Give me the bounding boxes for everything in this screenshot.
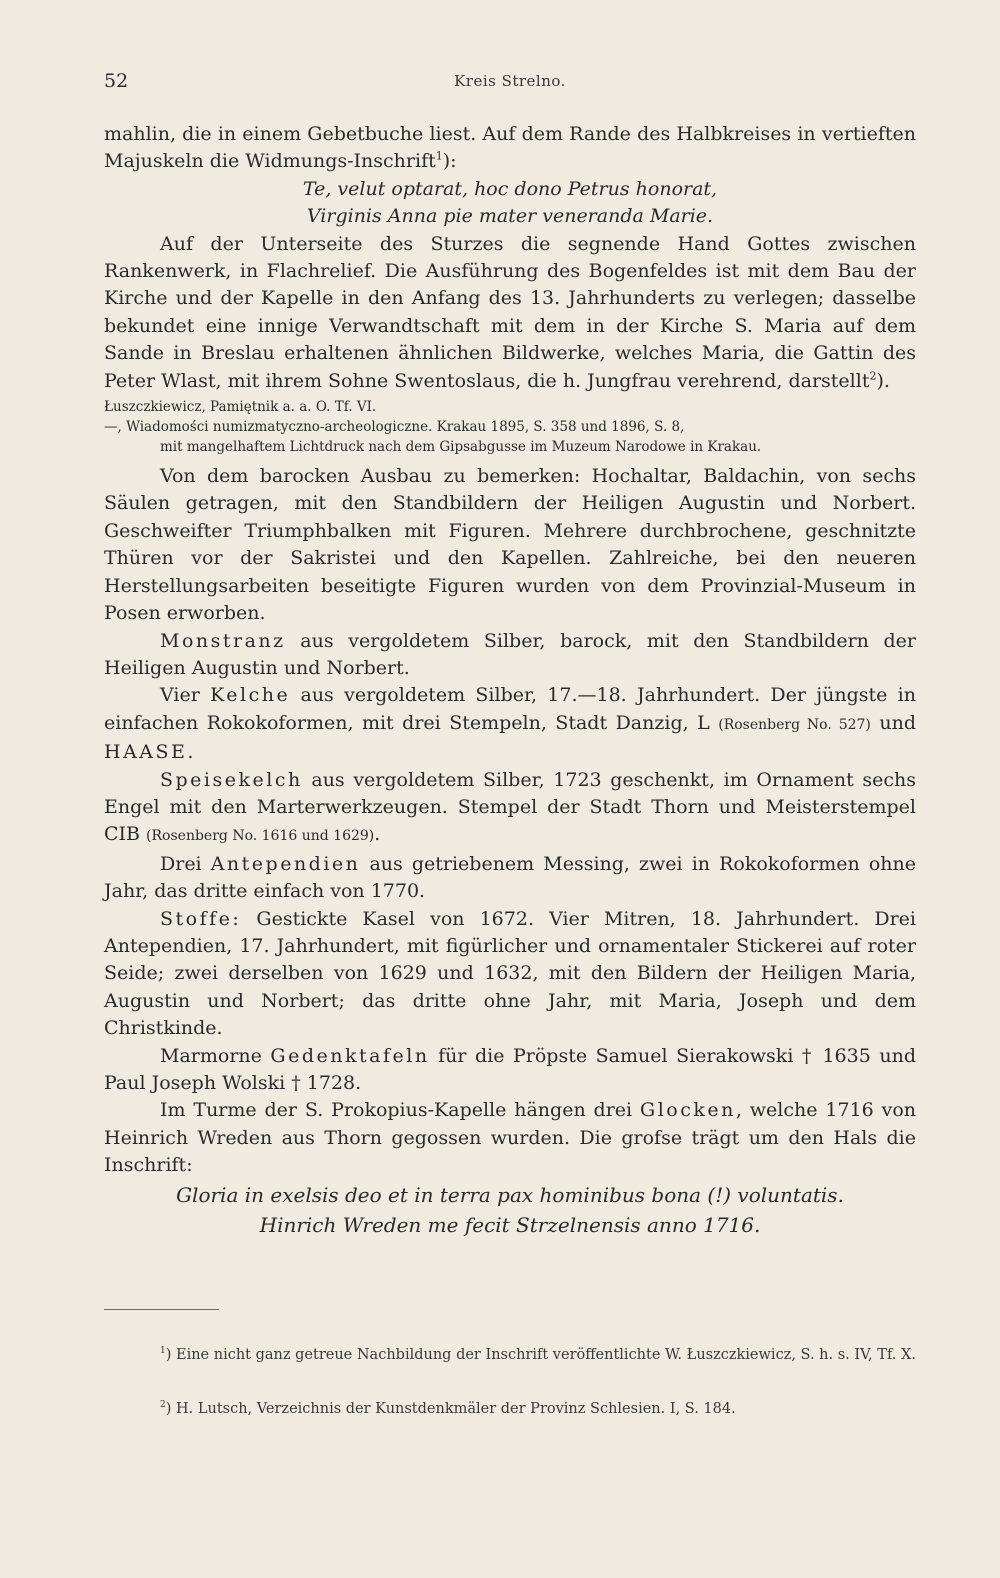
footnote-divider xyxy=(104,1309,219,1310)
paragraph-speisekelch: Speisekelch aus vergoldetem Silber, 1723 geschenkt, im Ornament sechs Engel mit den Marterwerkzeugen. Stempel der Stadt Thorn und Meisterstempel CIB (Rosenberg No. 1616 und 1629). xyxy=(104,768,916,846)
term-gedenktafeln: Gedenktafeln xyxy=(270,1044,430,1067)
literature-ref-2: —, Wiadomości numizmatyczno-archeologiczne. Krakau 1895, S. 358 und 1896, S. 8, mit mangelhaftem Lichtdruck nach dem Gipsabgusse im Muzeum Narodowe in Krakau. xyxy=(104,419,762,456)
inscription-verse-1: Te, velut optarat, hoc dono Petrus honorat, xyxy=(302,177,718,200)
page-header xyxy=(104,70,916,98)
term-kelche: Kelche xyxy=(210,684,291,707)
term-glocken: Glocken xyxy=(640,1099,736,1122)
literature-ref-1: Łuszczkiewicz, Pamiętnik a. a. O. Tf. VI. xyxy=(104,399,377,416)
footnote-1: $^1$) Eine nicht ganz getreue Nachbildung der Inschrift veröffentlichte W. Łuszczkiewicz, S. h. s. IV, Tf. X. xyxy=(160,1345,916,1363)
term-stoffe: Stoffe: xyxy=(160,907,242,930)
footnote-ref-2[interactable]: 2 xyxy=(869,369,877,383)
term-antependien: Antependien xyxy=(210,852,361,875)
footnote-ref-1[interactable]: 1 xyxy=(435,150,443,164)
paragraph-stoffe: Stoffe: Gestickte Kasel von 1672. Vier Mitren, 18. Jahrhundert. Drei Antependien, 17. Jahrhundert, mit figürlicher und ornamentaler Stickerei auf roter Seide; zwei derselben von 1629 und 1632, mit den Bildern der Heiligen Maria, Augustin und Norbert; das dritte ohne Jahr, mit Maria, Joseph und dem Christkinde. xyxy=(104,907,916,1040)
paragraph-baroque: Von dem barocken Ausbau zu bemerken: Hochaltar, Baldachin, von sechs Säulen getragen, mit den Standbildern der Heiligen Augustin und Norbert. Geschweifter Triumphbalken mit Figuren. Mehrere durchbrochene, geschnitzte Thüren vor der Sakristei und den Kapellen. Zahlreiche, bei den neueren Herstellungsarbeiten beseitigte Figuren wurden von dem Provinzial-Museum in Posen erworben. xyxy=(104,465,916,625)
paragraph-kelche: Vier Kelche aus vergoldetem Silber, 17.—18. Jahrhundert. Der jüngste in einfachen Rokokoformen, mit drei Stempeln, Stadt Danzig, L (Rosenberg No. 527) und HAASE. xyxy=(104,684,916,764)
footnote-2: $^2$) H. Lutsch, Verzeichnis der Kunstdenkmäler der Provinz Schlesien. I, S. 184. xyxy=(160,1399,736,1417)
paragraph-monstranz: Monstranz aus vergoldetem Silber, barock, mit den Standbildern der Heiligen Augustin und Norbert. xyxy=(104,629,916,679)
main-text xyxy=(104,121,916,1240)
term-monstranz: Monstranz xyxy=(160,629,286,652)
maker-haase: HAASE xyxy=(104,741,188,764)
bell-inscription-1: Gloria in exelsis deo et in terra pax hominibus bona (!) voluntatis. xyxy=(176,1182,844,1207)
inscription-verse-2: Virginis Anna pie mater veneranda Marie. xyxy=(306,205,714,228)
running-title: Kreis Strelno. xyxy=(454,72,566,90)
paragraph-inscription-intro: mahlin, die in einem Gebetbuche liest. Auf dem Rande des Halbkreises in vertieften Majuskeln die Widmungs-Inschrift$^1$): xyxy=(104,123,916,173)
paragraph-glocken: Im Turme der S. Prokopius-Kapelle hängen drei Glocken, welche 1716 von Heinrich Wreden aus Thorn gegossen wurden. Die grofse trägt um den Hals die Inschrift: xyxy=(104,1099,916,1177)
page-number: 52 xyxy=(104,70,129,92)
bell-inscription-2: Hinrich Wreden me fecit Strzelnensis anno 1716. xyxy=(259,1212,761,1237)
paragraph-antependien: Drei Antependien aus getriebenem Messing, zwei in Rokokoformen ohne Jahr, das dritte einfach von 1770. xyxy=(104,852,916,903)
term-speisekelch: Speisekelch xyxy=(160,768,303,791)
paragraph-tympanum: Auf der Unterseite des Sturzes die segnende Hand Gottes zwischen Rankenwerk, in Flachrelief. Die Ausführung des Bogenfeldes ist mit dem Bau der Kirche und der Kapelle in den Anfang des 13. Jahrhunderts zu verlegen; dasselbe bekundet eine innige Verwandtschaft mit dem in der Kirche S. Maria auf dem Sande in Breslau erhaltenen ähnlichen Bildwerke, welches Maria, die Gattin des Peter Wlast, mit ihrem Sohne Swentoslaus, die h. Jungfrau verehrend, darstellt$^2$). xyxy=(104,232,916,392)
paragraph-gedenktafeln: Marmorne Gedenktafeln für die Pröpste Samuel Sierakowski † 1635 und Paul Joseph Wolski † 1728. xyxy=(104,1044,916,1094)
